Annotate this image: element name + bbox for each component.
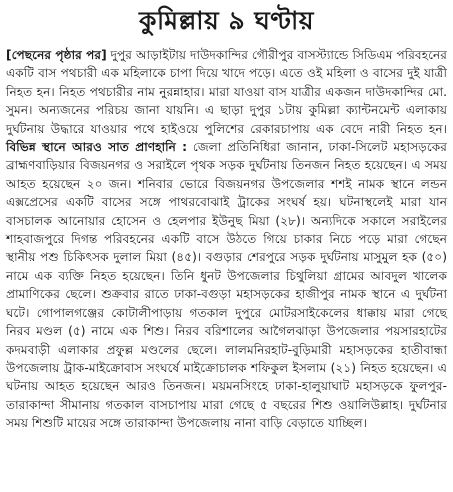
article-body <box>6 46 447 433</box>
subheading: বিভিন্ন স্থানে আরও সাত প্রাণহানি : <box>6 140 188 155</box>
continuation-tag: [পেছনের পৃষ্ঠার পর] <box>6 48 107 62</box>
paragraph-2: জেলা প্রতিনিধিরা জানান, ঢাকা-সিলেট মহাসড়কের ব্রাহ্মণবাড়িয়ার বিজয়নগর ও সরাইলে পৃথক সড়ক দুর্ঘটনায় তিনজন নিহত হয়েছেন। এ সময় আহত হয়েছেন ২০ জন। শনিবার ভোরে বিজয়নগর উপজেলার শশই নামক স্থানে লন্ডন এক্সপ্রেসের একটি বাসের সঙ্গে পাথরবোঝাই ট্রাকের সংঘর্ষ হয়। ঘটনাস্থলেই মারা যান বাসচালক আনোয়ার হোসেন ও হেলপার ইউনুছ মিয়া (২৮)। অন্যদিকে সকালে সরাইলের শাহবাজপুরে দিগন্ত পরিবহনের একটি বাসে উঠতে গিয়ে চাকার নিচে পড়ে মারা গেছেন স্থানীয় পশু চিকিৎসক দুলাল মিয়া (৪৫)। বগুড়ার শেরপুরে সড়ক দুর্ঘটনায় মাসুমুল হক (৫০) নামে এক ব্যক্তি নিহত হয়েছেন। তিনি ধুনট উপজেলার চিথুলিয়া গ্রামের আবদুল খালেক প্রামাণিকের ছেলে। শুক্রবার রাতে ঢাকা-বগুড়া মহাসড়কের হাজীপুর নামক স্থানে এ দুর্ঘটনা ঘটে। গোপালগঞ্জের কোটালীপাড়ায় গতকাল দুপুরে মোটরসাইকেলের ধাক্কায় মারা গেছে নিরব মণ্ডল (৫) নামে এক শিশু। নিরব বরিশালের আগৈলঝাড়া উপজেলার পয়সারহাটের কদমবাড়ী এলাকার প্রফুল্ল মণ্ডলের ছেলে। লালমনিরহাট-বুড়িমারী মহাসড়কের হাতীবান্ধা উপজেলায় ট্রাক-মাইক্রোবাস সংঘর্ষে মাইক্রোচালক শফিকুল ইসলাম (২১) নিহত হয়েছেন। এ ঘটনায় আহত হয়েছেন আরও তিনজন। ময়মনসিংহে ঢাকা-হালুয়াঘাট মহাসড়কে ফুলপুর-তারাকান্দা সীমানায় গতকাল বাসচাপায় মারা গেছে ৫ বছরের শিশু ওয়ালিউল্লাহ। দুর্ঘটনার সময় শিশুটি মায়ের সঙ্গে তারাকান্দা উপজেলায় নানা বাড়ি বেড়াতে যাচ্ছিল। <box>6 140 447 431</box>
headline: কুমিল্লায় ৯ ঘণ্টায় <box>138 6 315 35</box>
article-text <box>6 46 447 433</box>
paragraph-1: দুপুর আড়াইটায় দাউদকান্দির গৌরীপুর বাসস্ট্যান্ডে সিডিএম পরিবহনের একটি বাস পথচারী এক মহিলাকে চাপা দিয়ে খাদে পড়ে। এতে ওই মহিলা ও বাসের দুই যাত্রী নিহত হন। নিহত পথচারীর নাম নুরন্নাহার। মারা যাওয়া বাস যাত্রীর একজন দাউদকান্দির মো. সুমন। অন্যজনের পরিচয় জানা যায়নি। এ ছাড়া দুপুর ১টায় কুমিল্লা ক্যান্টনমেন্ট এলাকায় দুর্ঘটনায় উদ্ধারে যাওয়ার পথে হাইওয়ে পুলিশের রেকারচাপায় এক বেদে নারী নিহত হন। <box>6 48 447 136</box>
